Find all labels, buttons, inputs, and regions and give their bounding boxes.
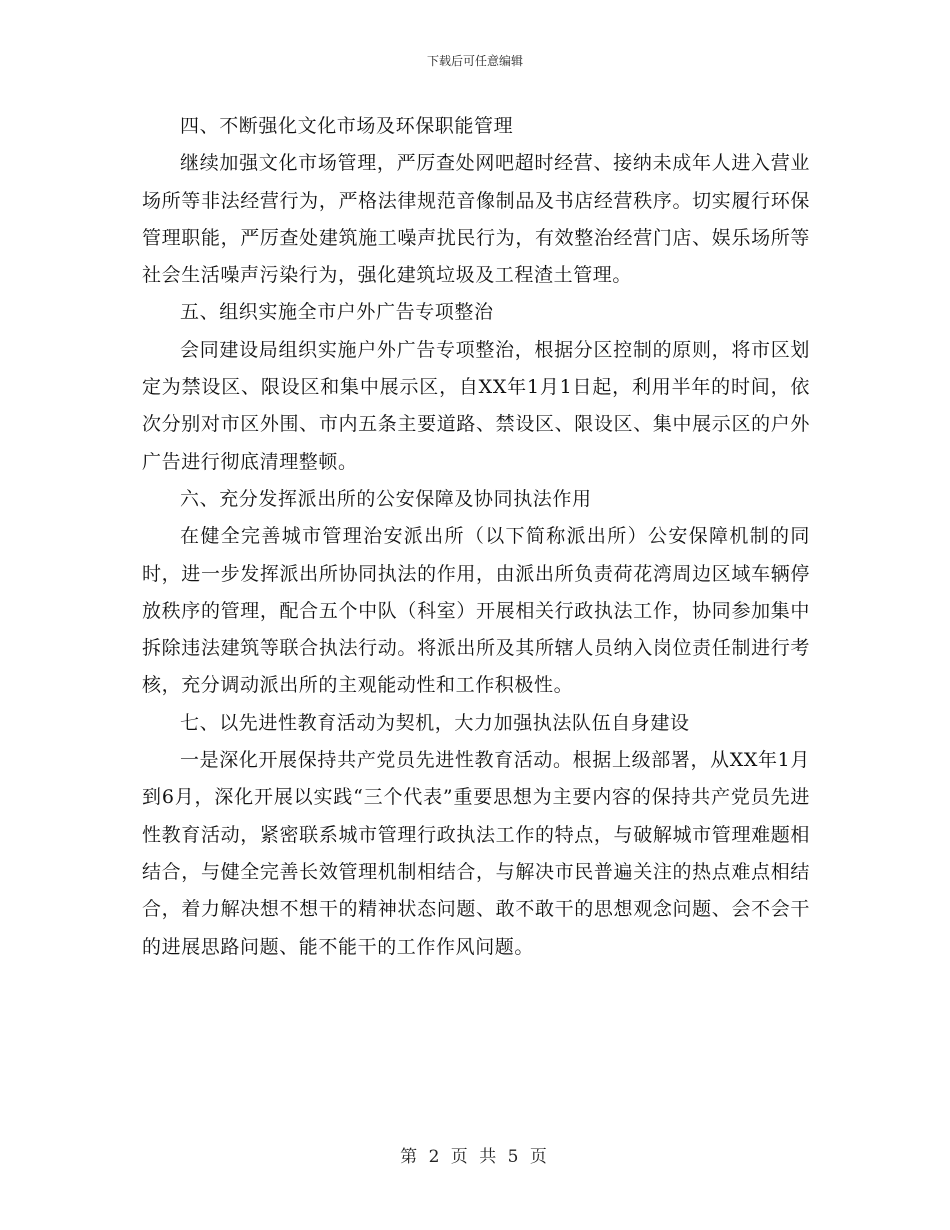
section-heading-5: 五、组织实施全市户外广告专项整治 [180,301,494,324]
section-body-5: 会同建设局组织实施户外广告专项整治，根据分区控制的原则，将市区划定为禁设区、限设区和集中展示区，自XX年1月1日起，利用半年的时间，依次分别对市区外围、市内五条主要道路、禁设区、限设区、集中展示区的户外广告进行彻底清理整顿。 [142,338,810,473]
section-body-7: 一是深化开展保持共产党员先进性教育活动。根据上级部署，从XX年1月到6月，深化开展以实践“三个代表”重要思想为主要内容的保持共产党员先进性教育活动，紧密联系城市管理行政执法工作的特点，与破解城市管理难题相结合，与健全完善长效管理机制相结合，与解决市民普遍关注的热点难点相结合，着力解决想不想干的精神状态问题、敢不敢干的思想观念问题、会不会干的进展思路问题、能不能干的工作作风问题。 [142,749,810,958]
section-heading-4: 四、不断强化文化市场及环保职能管理 [180,115,514,137]
page-number: 第 2 页 共 5 页 [400,1147,550,1167]
page-header-note: 下载后可任意编辑 [426,54,523,68]
section-body-6: 在健全完善城市管理治安派出所（以下简称派出所）公安保障机制的同时，进一步发挥派出所协同执法的作用，由派出所负责荷花湾周边区域车辆停放秩序的管理，配合五个中队（科室）开展相关行政执法工作，协同参加集中拆除违法建筑等联合执法行动。将派出所及其所辖人员纳入岗位责任制进行考核，充分调动派出所的主观能动性和工作积极性。 [142,525,810,697]
section-body-4: 继续加强文化市场管理，严厉查处网吧超时经营、接纳未成年人进入营业场所等非法经营行为，严格法律规范音像制品及书店经营秩序。切实履行环保管理职能，严厉查处建筑施工噪声扰民行为，有效整治经营门店、娱乐场所等社会生活噪声污染行为，强化建筑垃圾及工程渣土管理。 [142,152,810,287]
section-heading-6: 六、充分发挥派出所的公安保障及协同执法作用 [180,487,592,510]
section-heading-7: 七、以先进性教育活动为契机，大力加强执法队伍自身建设 [180,711,690,734]
document-body [142,108,810,966]
